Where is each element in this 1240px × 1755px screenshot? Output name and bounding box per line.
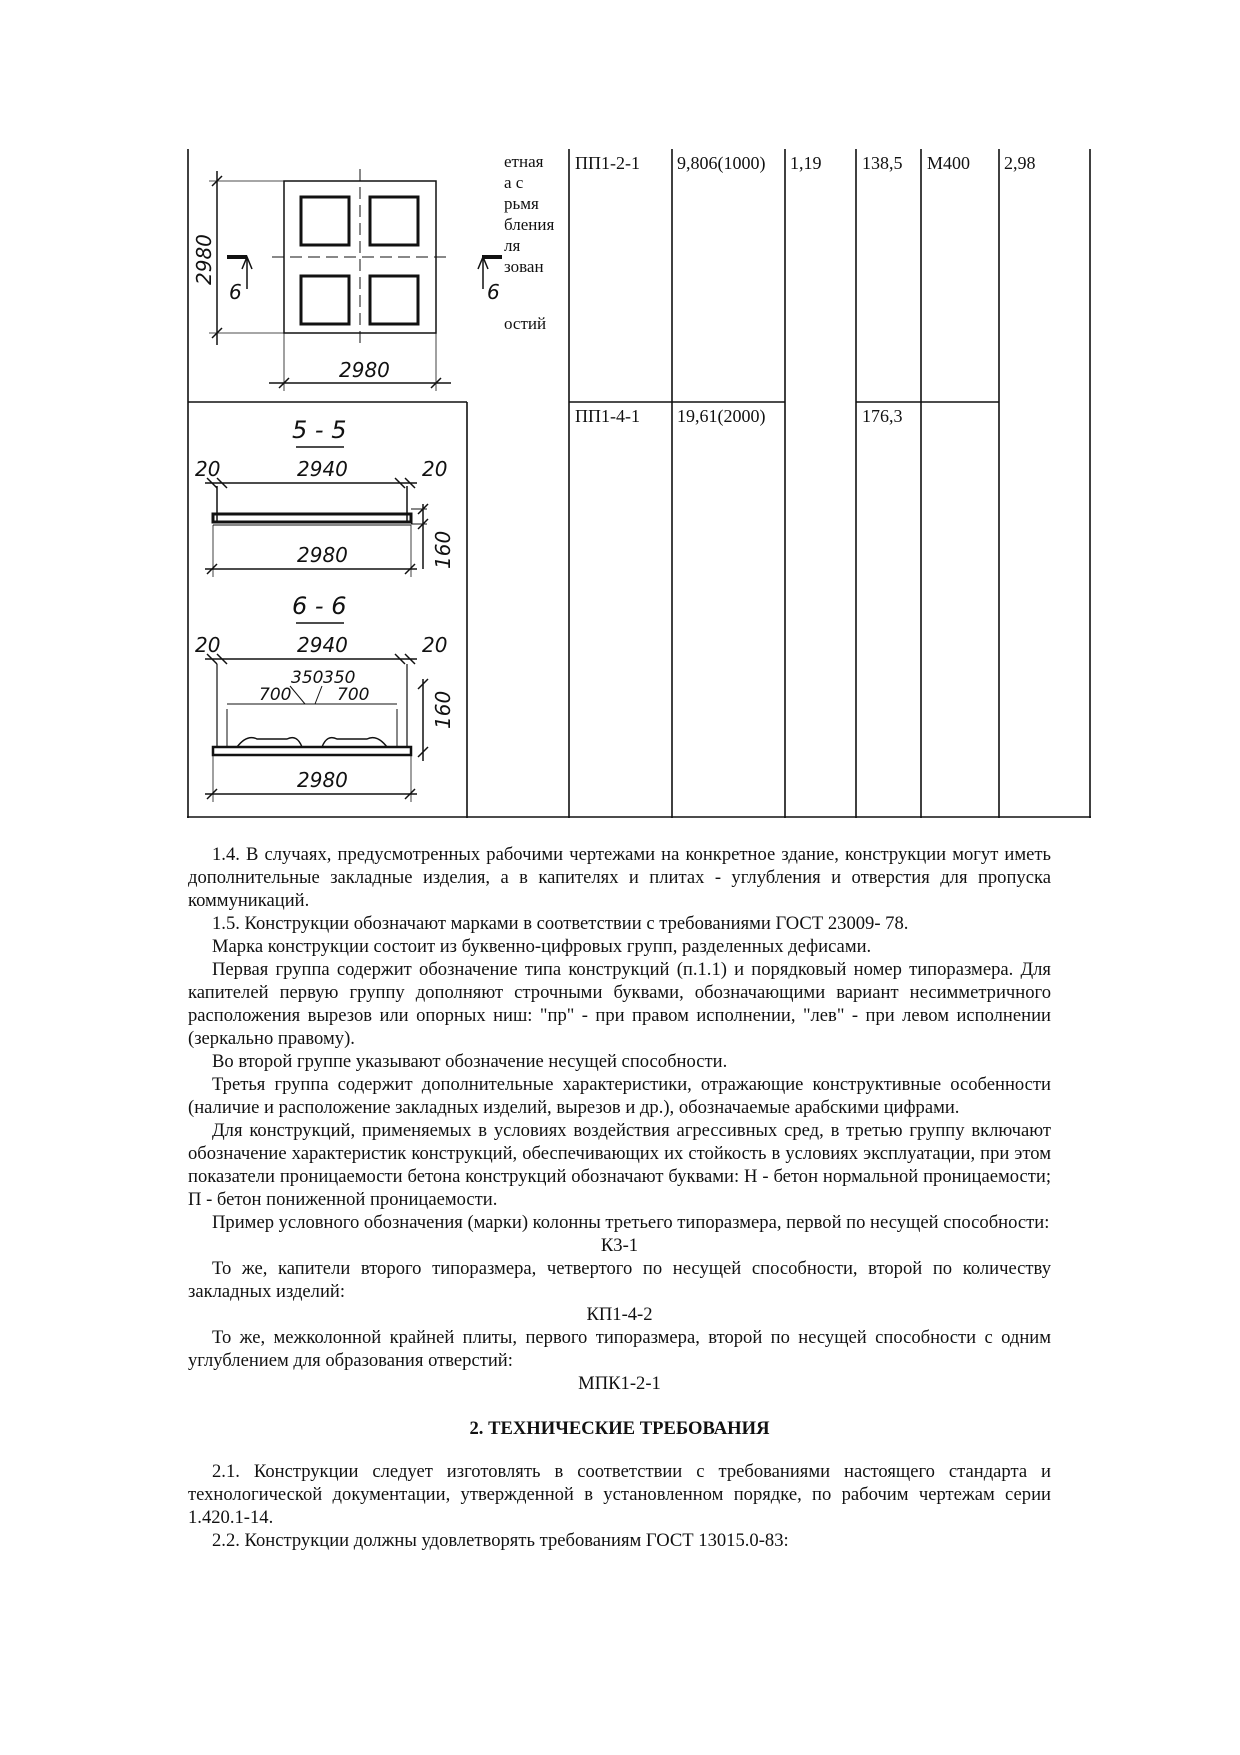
desc-fragment: ля — [504, 236, 521, 255]
paragraph: Первая группа содержит обозначение типа конструкций (п.1.1) и порядковый номер типоразмера. Для капителей первую группу дополняют строчными буквами, обозначающими вариант несимметричного расположения вырезов или опорных ниш: "пр" - при правом исполнении, "лев" - при левом исполнении (зеркально правому). — [188, 959, 1051, 1049]
plan-cut-label-right: 6 — [487, 280, 500, 304]
section-6-height: 160 — [431, 690, 455, 729]
section-5-bottom-width: 2980 — [297, 543, 348, 567]
cell-mark: ПП1-2-1 — [575, 153, 640, 173]
section-6-dim-700a: 700 — [259, 685, 292, 705]
paragraph: 2.2. Конструкции должны удовлетворять требованиям ГОСТ 13015.0-83: — [212, 1530, 789, 1551]
paragraph: 2.1. Конструкции следует изготовлять в соответствии с требованиями настоящего стандарта и технологической документации, утвержденной в установленном порядке, по рабочим чертежам серии 1.420.1-14. — [188, 1461, 1051, 1528]
section-6-dim-350b: 350 — [323, 668, 356, 688]
paragraph: То же, межколонной крайней плиты, первого типоразмера, второй по несущей способности с одним углублением для образования отверстий: — [188, 1327, 1051, 1371]
desc-fragment: рьмя — [504, 194, 539, 213]
section-5-right-gap: 20 — [422, 457, 448, 481]
section-6-title: 6 - 6 — [292, 592, 347, 620]
paragraph: Третья группа содержит дополнительные характеристики, отражающие конструктивные особенности (наличие и расположение закладных изделий, вырезов и др.), обозначаемые арабскими цифрами. — [188, 1074, 1051, 1118]
cell-steel: 138,5 — [862, 153, 903, 173]
paragraph: 1.4. В случаях, предусмотренных рабочими чертежами на конкретное здание, конструкции могут иметь дополнительные закладные изделия, а в капителях и плитах - углубления и отверстия для пропуска коммуникаций. — [188, 844, 1051, 911]
plan-cut-label-left: 6 — [229, 280, 242, 304]
table-grid — [187, 149, 1091, 818]
paragraph: То же, капители второго типоразмера, четвертого по несущей способности, второй по количеству закладных изделий: — [188, 1258, 1051, 1302]
section-6-right-gap: 20 — [422, 633, 448, 657]
section-5-left-gap: 20 — [195, 457, 221, 481]
section-5-height: 160 — [431, 530, 455, 569]
paragraph: 1.5. Конструкции обозначают марками в соответствии с требованиями ГОСТ 23009- 78. — [212, 913, 909, 934]
cell-mass: 2,98 — [1004, 153, 1036, 173]
document-body — [188, 843, 1051, 1552]
cell-concrete: М400 — [927, 153, 971, 173]
cell-load: 9,806(1000) — [677, 153, 766, 173]
paragraph: Для конструкций, применяемых в условиях воздействия агрессивных сред, в третью группу включают обозначение характеристик конструкций, обеспечивающих их стойкость в условиях эксплуатации, при этом показатели проницаемости бетона конструкций обозначают буквами: Н - бетон нормальной проницаемости; П - бетон пониженной проницаемости. — [188, 1120, 1051, 1210]
desc-fragment: остий — [504, 314, 547, 333]
cell-load: 19,61(2000) — [677, 406, 766, 426]
paragraph: Во второй группе указывают обозначение несущей способности. — [212, 1051, 728, 1072]
plan-width-dim: 2980 — [339, 358, 390, 382]
section-6-bottom-width: 2980 — [297, 768, 348, 792]
desc-fragment: етная — [504, 152, 544, 171]
desc-fragment: бления — [504, 215, 555, 234]
section-6-left-gap: 20 — [195, 633, 221, 657]
section-heading: 2. ТЕХНИЧЕСКИЕ ТРЕБОВАНИЯ — [469, 1418, 770, 1439]
section-6-dim-350a: 350 — [291, 668, 324, 688]
plan-height-dim: 2980 — [192, 234, 216, 285]
specification-table — [187, 149, 1091, 818]
mark-example: КП1-4-2 — [586, 1304, 653, 1325]
section-6-dim-700b: 700 — [337, 685, 370, 705]
section-6-top-width: 2940 — [297, 633, 348, 657]
cell-steel: 176,3 — [862, 406, 903, 426]
mark-example: К3-1 — [600, 1235, 639, 1256]
mark-example: МПК1-2-1 — [578, 1373, 661, 1394]
section-5-title: 5 - 5 — [292, 416, 347, 444]
paragraph: Марка конструкции состоит из буквенно-цифровых групп, разделенных дефисами. — [212, 936, 872, 957]
desc-fragment: зован — [504, 257, 544, 276]
cell-mark: ПП1-4-1 — [575, 406, 640, 426]
cell-volume: 1,19 — [790, 153, 822, 173]
paragraph: Пример условного обозначения (марки) колонны третьего типоразмера, первой по несущей способности: — [212, 1212, 1050, 1233]
desc-fragment: а с — [504, 173, 524, 192]
section-5-top-width: 2940 — [297, 457, 348, 481]
